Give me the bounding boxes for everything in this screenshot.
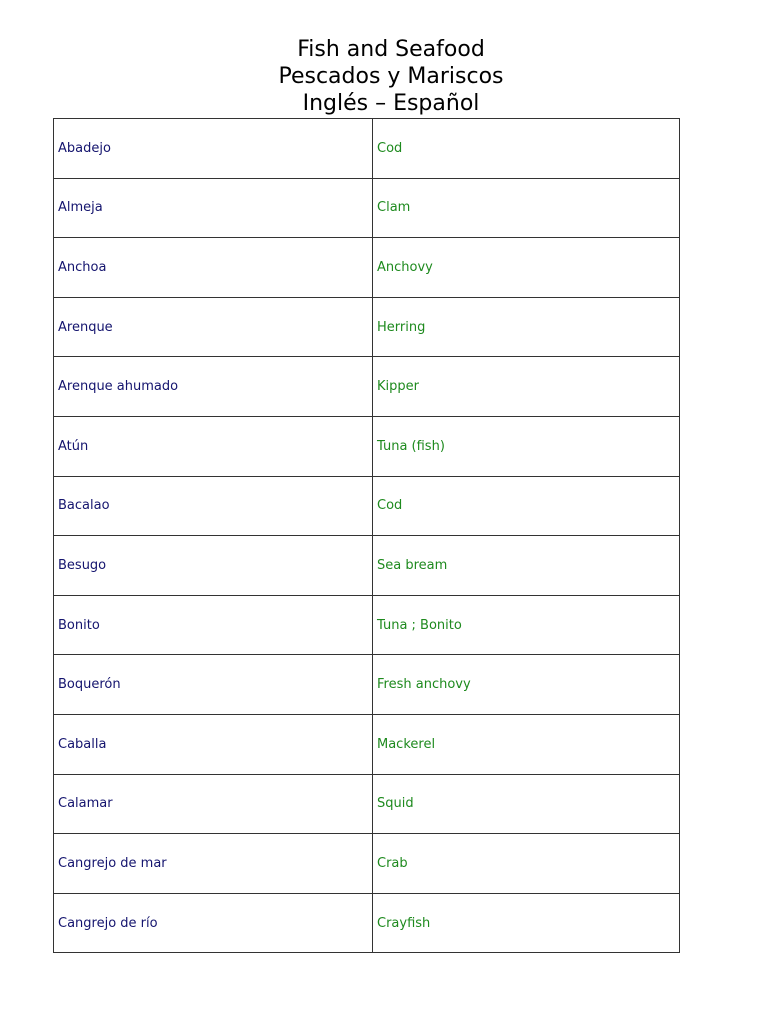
table-row: [54, 178, 680, 238]
english-term: Mackerel: [373, 714, 680, 774]
page-title: [0, 36, 768, 117]
title-english: Fish and Seafood: [297, 37, 485, 62]
spanish-term: Atún: [54, 416, 373, 476]
table-row: [54, 714, 680, 774]
table-row: [54, 834, 680, 894]
spanish-term: Cangrejo de río: [54, 893, 373, 953]
spanish-term: Abadejo: [54, 119, 373, 179]
table-row: [54, 416, 680, 476]
table-row: [54, 476, 680, 536]
spanish-term: Besugo: [54, 536, 373, 596]
english-term: Kipper: [373, 357, 680, 417]
title-spanish: Pescados y Mariscos: [278, 64, 504, 89]
title-languages: Inglés – Español: [302, 91, 480, 116]
english-term: Crayfish: [373, 893, 680, 953]
table-row: [54, 774, 680, 834]
table-row: [54, 119, 680, 179]
table-row: [54, 297, 680, 357]
table-row: [54, 595, 680, 655]
table-row: [54, 655, 680, 715]
english-term: Herring: [373, 297, 680, 357]
spanish-term: Cangrejo de mar: [54, 834, 373, 894]
english-term: Fresh anchovy: [373, 655, 680, 715]
english-term: Crab: [373, 834, 680, 894]
table-row: [54, 893, 680, 953]
english-term: Cod: [373, 476, 680, 536]
spanish-term: Arenque ahumado: [54, 357, 373, 417]
glossary-table-body: [54, 119, 680, 953]
table-row: [54, 536, 680, 596]
english-term: Clam: [373, 178, 680, 238]
spanish-term: Caballa: [54, 714, 373, 774]
spanish-term: Anchoa: [54, 238, 373, 298]
table-row: [54, 357, 680, 417]
spanish-term: Bonito: [54, 595, 373, 655]
english-term: Tuna (fish): [373, 416, 680, 476]
spanish-term: Arenque: [54, 297, 373, 357]
spanish-term: Calamar: [54, 774, 373, 834]
glossary-table: [53, 118, 680, 953]
spanish-term: Almeja: [54, 178, 373, 238]
english-term: Tuna ; Bonito: [373, 595, 680, 655]
spanish-term: Bacalao: [54, 476, 373, 536]
english-term: Squid: [373, 774, 680, 834]
english-term: Anchovy: [373, 238, 680, 298]
english-term: Sea bream: [373, 536, 680, 596]
spanish-term: Boquerón: [54, 655, 373, 715]
english-term: Cod: [373, 119, 680, 179]
table-row: [54, 238, 680, 298]
